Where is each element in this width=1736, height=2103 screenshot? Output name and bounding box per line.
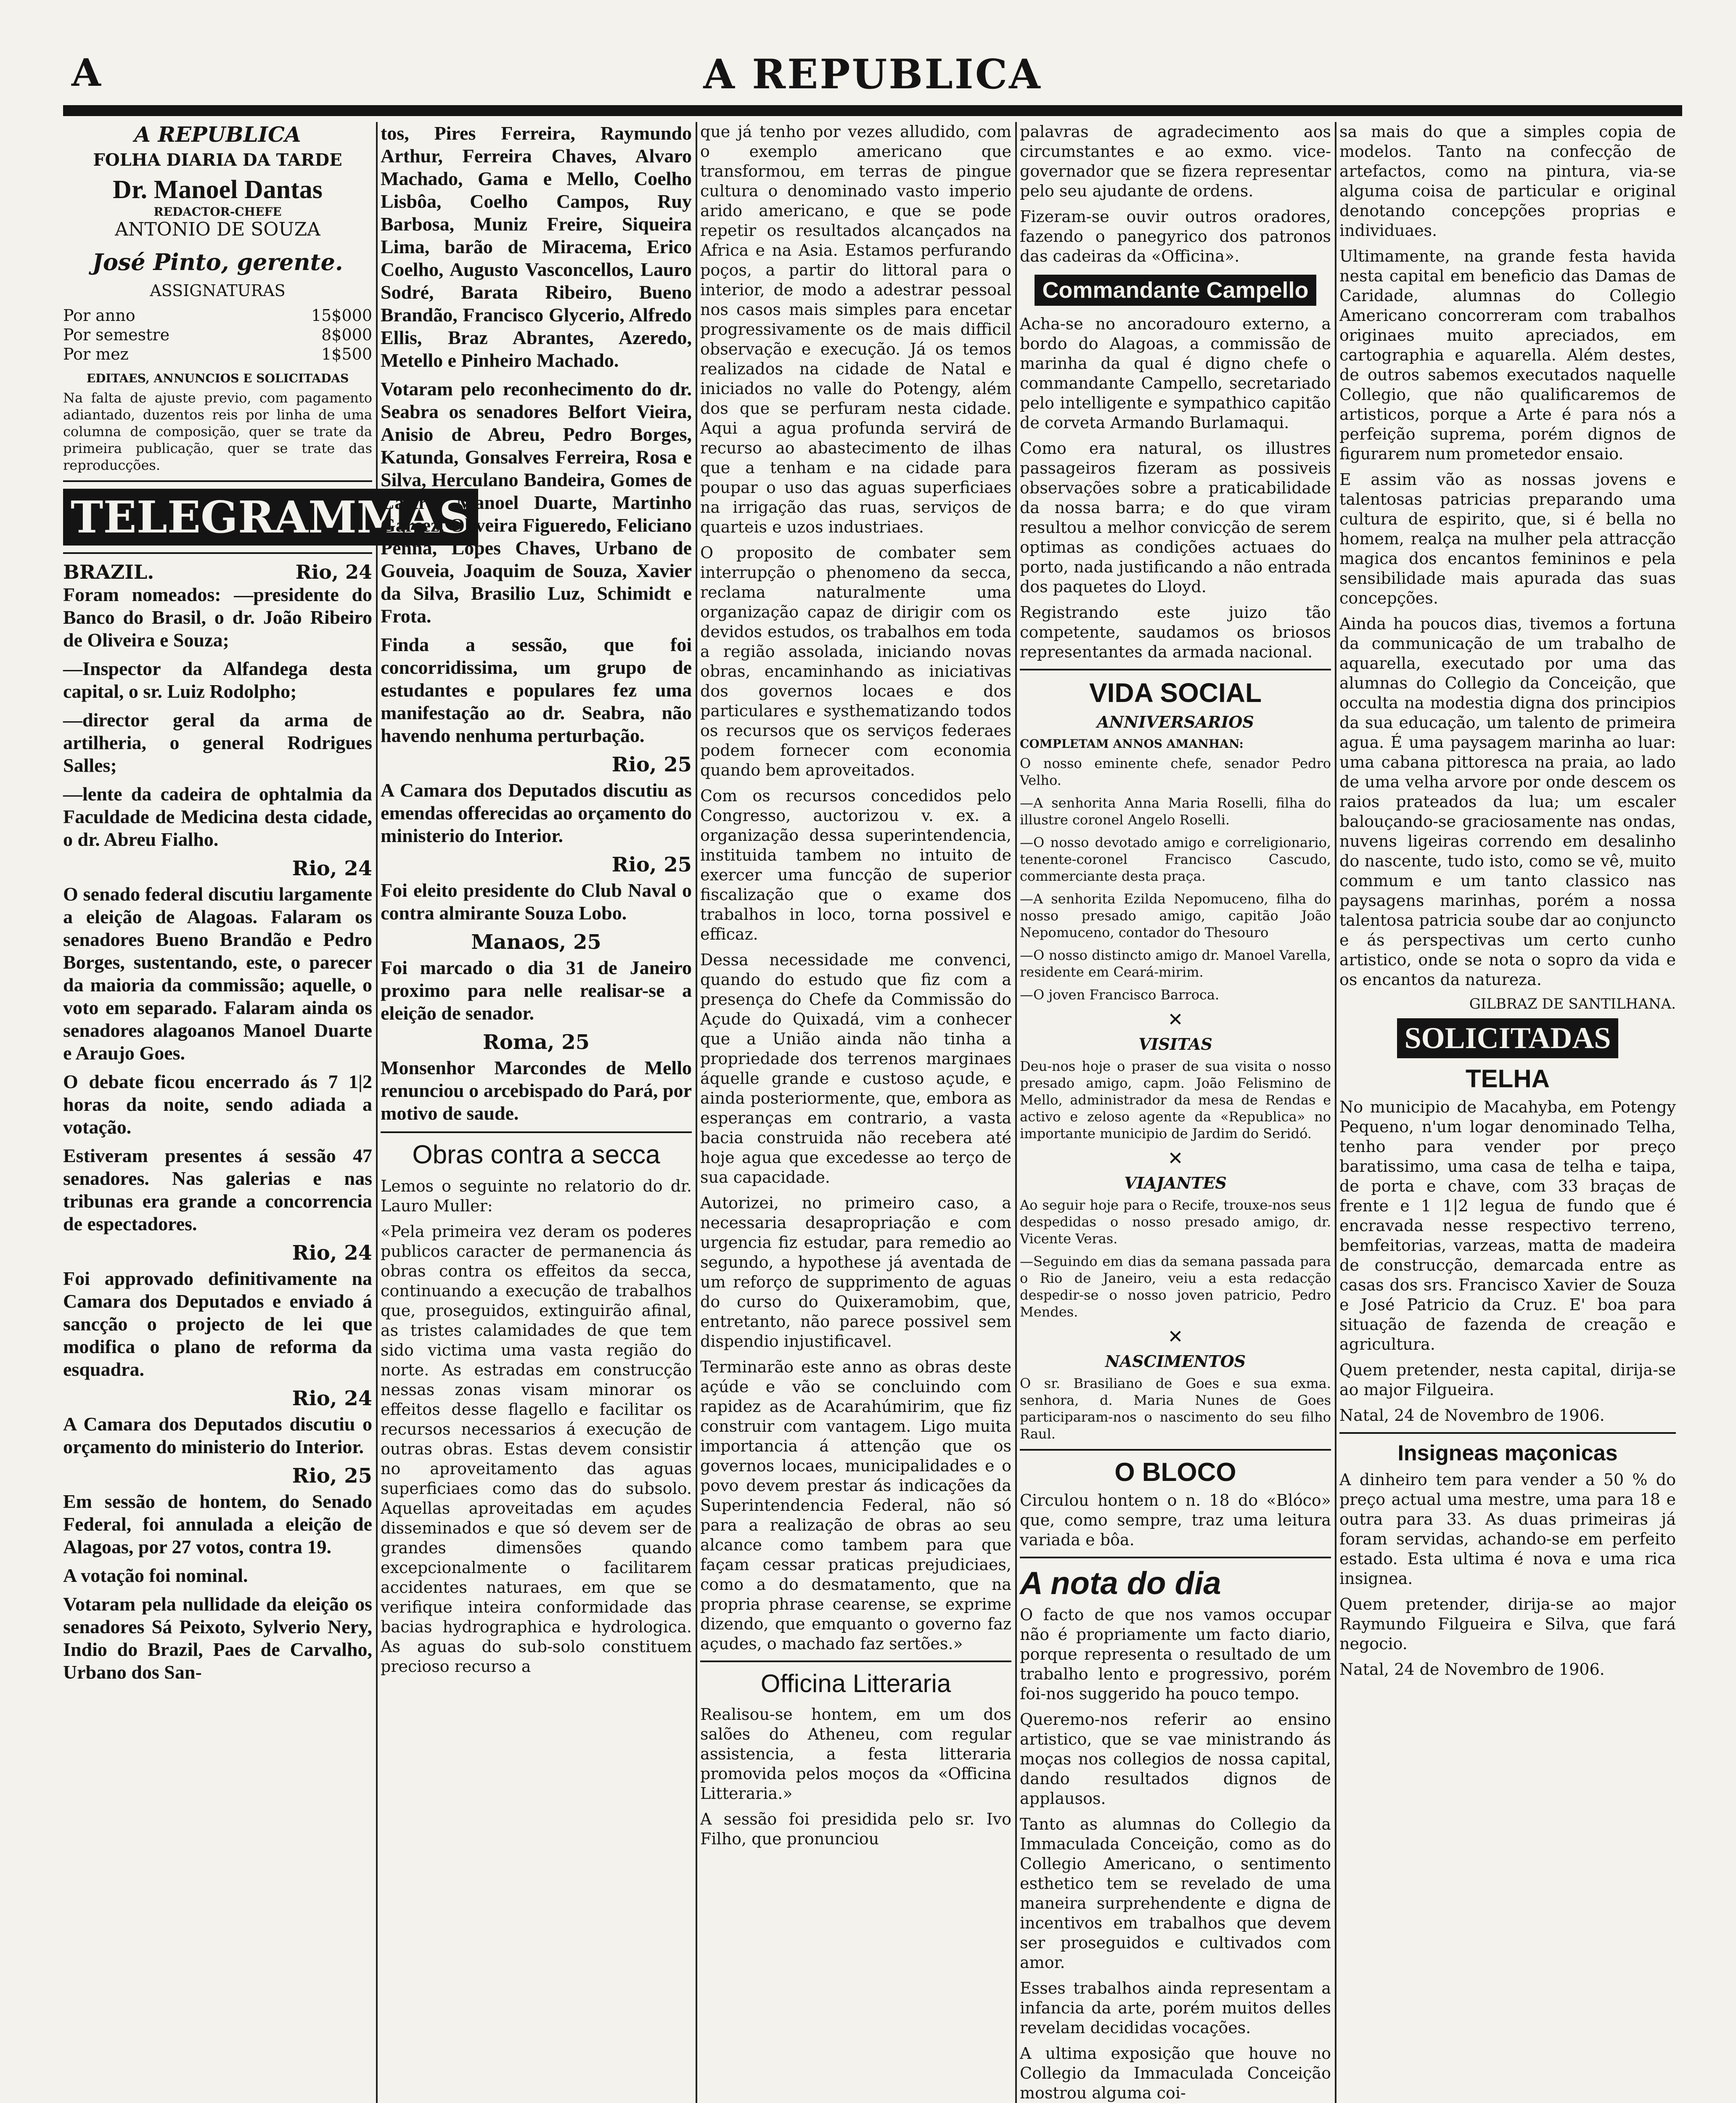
obras-title: Obras contra a secca [412,1140,660,1169]
officina-title: Officina Litteraria [760,1669,951,1698]
dateline: Rio, 25 [611,853,692,877]
separator-cross: ✕ [1167,1326,1183,1348]
telegram-text: Foram nomeados: —presidente do Banco do Brasil, o dr. João Ribeiro de Oliveira e Souza; [63,584,372,651]
telegram-text: Estiveram presentes á sessão 47 senadores. Nas galerias e nas tribunas era grande a concorrencia de espectadores. [63,1145,372,1234]
ad-text: Natal, 24 de Novembro de 1906. [1339,1406,1605,1425]
article-text: sa mais do que a simples copia de modelos. Tanto na confecção de artefactos, como na pintura, via-se alguma coisa de particular e original denotando concepções proprias e individuaes. [1339,122,1676,240]
separator-cross: ✕ [1167,1148,1183,1169]
telegram-text: Monsenhor Marcondes de Mello renunciou o arcebispado do Pará, por motivo de saude. [381,1057,692,1124]
price-row [63,344,372,364]
article-text: Realisou-se hontem, em um dos salões do Atheneu, com regular assistencia, a festa litteraria promovida pelos moços da «Officina Litteraria.» [700,1705,1011,1803]
ad-text: Quem pretender, dirija-se ao major Raymundo Filgueira e Silva, que fará negocio. [1339,1595,1676,1653]
divider [1020,1449,1331,1451]
newspaper-title: A REPUBLICA [703,50,1042,98]
telegram-text: —director geral da arma de artilheria, o general Rodrigues Salles; [63,709,372,776]
editor-name: ANTONIO DE SOUZA [115,219,320,240]
column-3 [700,122,1011,2103]
insigneas-title: Insigneas maçonicas [1397,1441,1618,1465]
price-value: 1$500 [321,345,372,363]
divider [63,552,372,554]
campello-title [1020,275,1331,306]
telegrams-title-text: TELEGRAMMAS [63,489,478,546]
social-text: —O nosso devotado amigo e correligionario, tenente-coronel Francisco Cascudo, commerciante desta praça. [1020,834,1331,884]
price-label: Por mez [63,345,129,363]
section-subtitle: VIAJANTES [1124,1173,1227,1192]
price-label: Por anno [63,306,135,325]
telegram-text: O senado federal discutiu largamente a eleição de Alagoas. Falaram os senadores Bueno Brandão e Pedro Borges, sustentando, este, o parecer da maioria da commissão; aquelle, o voto em separado. Falaram ainda os senadores alagoanos Manoel Duarte e Araujo Goes. [63,883,372,1064]
director-name: Dr. Manoel Dantas [113,175,323,204]
telegram-text: Votaram pelo reconhecimento do dr. Seabra os senadores Belfort Vieira, Anisio de Abreu, Pedro Borges, Katunda, Gonsalves Ferreira, Rosa e Silva, Herculano Bandeira, Gomes de Castro, Manoel Duarte, Martinho Garcez, Oliveira Figueredo, Feliciano Penna, Lopes Chaves, Urbano de Gouveia, Joaquim de Souza, Xavier da Silva, Brasilio Luz, Schimidt e Frota. [381,378,692,627]
dateline: Rio, 25 [611,753,692,776]
article-text: Acha-se no ancoradouro externo, a bordo do Alagoas, a commissão de marinha da qual é digno chefe o commandante Campello, secretariado pelo intelligente e sympathico capitão de corveta Armando Burlamaqui. [1020,315,1331,432]
divider [1339,1432,1676,1434]
article-text: A ultima exposição que houve no Collegio da Immaculada Conceição mostrou alguma coi- [1020,2044,1331,2102]
dateline: Roma, 25 [482,1030,590,1054]
telegram-text: Finda a sessão, que foi concorridissima, um grupo de estudantes e populares fez uma manifestação ao dr. Seabra, não havendo nenhuma perturbação. [381,634,692,746]
page-number: A [71,50,101,95]
section-subtitle: ANNIVERSARIOS [1097,712,1254,731]
paper-subtitle: FOLHA DIARIA DA TARDE [93,150,342,170]
campello-title-text: Commandante Campello [1035,275,1316,306]
column-1 [63,122,471,2103]
ad-text: A dinheiro tem para vender a 50 % do preço actual uma mestre, uma para 18 e outra para 33. As duas primeiras já foram servidas, achando-se em perfeito estado. Esta ultima é nova e uma rica insignea. [1339,1470,1676,1588]
ad-text: Quem pretender, nesta capital, dirija-se ao major Filgueira. [1339,1361,1676,1399]
price-value: 8$000 [321,326,372,344]
telegram-text: O debate ficou encerrado ás 7 1|2 horas da noite, sendo adiada a votação. [63,1071,372,1138]
telha-title: TELHA [1466,1065,1550,1093]
article-text: A sessão foi presidida pelo sr. Ivo Filho, que pronunciou [700,1810,1011,1848]
telegram-text: Foi marcado o dia 31 de Janeiro proximo para nelle realisar-se a eleição de senador. [381,957,692,1024]
ad-text: No municipio de Macahyba, em Potengy Pequeno, n'um logar denominado Telha, tenho para vender por preço baratissimo, uma casa de telha e taipa, de porta e chave, com 33 braças de frente e 1 1|2 legua de fundo que é encravada nesse respectivo terreno, bemfeitorias, varzeas, matta de madeira de construcção, demarcada entre as casas dos srs. Francisco Xavier de Souza e José Patricio da Cruz. E' boa para situação de fazenda de creação e agricultura. [1339,1098,1676,1353]
telegram-text: A votação foi nominal. [63,1565,248,1586]
price-row [63,325,372,344]
social-text: —O nosso distincto amigo dr. Manoel Varella, residente em Ceará-mirim. [1020,947,1331,980]
telegram-text: A Camara dos Deputados discutiu as emendas offerecidas ao orçamento do ministerio do Interior. [381,779,692,846]
dateline: Manaos, 25 [471,930,601,954]
social-text: —A senhorita Anna Maria Roselli, filha do illustre coronel Angelo Roselli. [1020,795,1331,828]
divider [63,480,372,482]
editais-title: EDITAES, ANNUNCIOS E SOLICITADAS [86,371,349,385]
separator-cross: ✕ [1167,1009,1183,1030]
column-divider [376,122,378,2103]
masthead-rule [63,105,1682,116]
article-text: Lemos o seguinte no relatorio do dr. Lauro Muller: [381,1177,692,1215]
divider [700,1661,1011,1662]
divider [1020,1557,1331,1558]
article-text: Ultimamente, na grande festa havida nesta capital em beneficio das Damas de Caridade, alumnas do Collegio Americano concorreram com trabalhos originaes muito apreciados, em cartographia e aquarella. Além destes, de outros sabemos executados naquelle Collegio, que não qualificaremos de artisticos, porque a Arte é para nós a perfeição suprema, porém dignos de figurarem num prometedor ensaio. [1339,247,1676,463]
article-text: que já tenho por vezes alludido, com o exemplo americano que transformou, em terras de pingue cultura o denominado vasto imperio arido americano, e que se pode repetir os resultados alcançados na Africa e na Asia. Estamos perfurando poços, a partir do littoral para o interior, de modo a adestrar pessoal nos casos mais simples para encetar progressivamente os de mais difficil observação e execução. Já os temos realizados na cidade de Natal e iniciados no valle do Potengy, além dos que se perfuram nesta cidade. Aqui a agua profunda servirá de recurso ao abastecimento de ilhas que a tenham e na cidade para poupar o uso das aguas superficiaes na irrigação das ruas, serviços de quarteis e uzos industriaes. [700,122,1011,536]
solicitadas-title-text: SOLICITADAS [1397,1018,1619,1058]
dateline: Rio, 24 [292,1241,372,1265]
article-text: Ainda ha poucos dias, tivemos a fortuna da communicação de um trabalho de aquarella, executado por uma das alumnas do Collegio da Conceição, que occulta na modestia digna dos principios da sua educação, um talento de primeira agua. É uma paysagem marinha ao luar: uma cabana pittoresca na praia, ao lado de uma velha arvore por onde descem os raios prateados da lua; um escaler balouçando-se graciosamente nas ondas, nuvens ligeiras correndo em desalinho do nascente, tudo isto, como se vê, muito commum e um tanto classico nas paysagens marinhas, porém a nossa talentosa patricia soube dar ao conjuncto e ás perspectivas um certo cunho artistico, onde se nota o sopro da vida e os encantos da natureza. [1339,614,1676,989]
article-text: Terminarão este anno as obras deste açúde e vão se concluindo com rapidez as de Acarahúmirim, que fiz construir com vantagem. Ligo muita importancia á attenção que os governos locaes, municipalidades e o povo devem prestar ás indicações da Superintendencia Federal, não só para a realização de obras ao seu alcance como tambem para que façam cessar praticas prejudiciaes, como a do desmatamento, que na propria phrase cearense, se exprime dizendo, que emquanto o governo faz açudes, o machado faz sertões.» [700,1358,1011,1653]
article-text: Tanto as alumnas do Collegio da Immaculada Conceição, como as do Collegio Americano, o sentimento esthetico tem se revelado de uma maneira surprehendente e digna de incentivos em trabalhos que devem ser proseguidos e cultivados com amor. [1020,1815,1331,1972]
social-text: —O joven Francisco Barroca. [1020,987,1220,1003]
telegram-text: —Inspector da Alfandega desta capital, o sr. Luiz Rodolpho; [63,658,372,702]
telegram-text: —lente da cadeira de ophtalmia da Faculdade de Medicina desta cidade, o dr. Abreu Fialho. [63,783,372,850]
column-4 [1020,122,1331,2103]
article-signature: GILBRAZ DE SANTILHANA. [1469,996,1676,1012]
paper-name: A REPUBLICA [134,122,301,147]
brazil-label: BRAZIL. [63,561,154,583]
price-row [63,306,372,325]
manager-name: José Pinto, gerente. [92,249,343,275]
article-text: Como era natural, os illustres passageiros fizeram as possiveis observações sobre a praticabilidade da nossa barra; e do que viram resultou a melhor convicção de serem optimas as condições actuaes do porto, nada justificando a não entrada dos paquetes do Lloyd. [1020,439,1331,596]
social-text: —Seguindo em dias da semana passada para o Rio de Janeiro, veiu a esta redacção despedir-se o nosso joven patricio, Pedro Mendes. [1020,1253,1331,1320]
telegram-text: A Camara dos Deputados discutiu o orçamento do ministerio do Interior. [63,1413,372,1457]
telegram-text: Votaram pela nullidade da eleição os senadores Sá Peixoto, Sylverio Nery, Indio do Brazil, Paes de Carvalho, Urbano dos San- [63,1593,372,1683]
price-value: 15$000 [311,306,372,325]
article-text: Autorizei, no primeiro caso, a necessaria desapropriação e com urgencia fiz estudar, para remedio ao segundo, a hypothese já aventada de um reforço de supprimento de aguas do curso do Quixeramobim, que, entretanto, não parece possivel sem dispendio injustificavel. [700,1194,1011,1351]
bloco-title: O BLOCO [1114,1458,1236,1487]
telegram-text: Foi eleito presidente do Club Naval o contra almirante Souza Lobo. [381,879,692,924]
social-text: —A senhorita Ezilda Nepomuceno, filha do nosso presado amigo, capitão João Nepomuceno, contador do Thesouro [1020,891,1331,940]
article-text: O proposito de combater sem interrupção o phenomeno da secca, reclama naturalmente uma organização capaz de dirigir com os devidos estudos, os trabalhos em toda a região assolada, iniciando novas obras, encaminhando as iniciativas dos governos locaes e dos particulares e systhematizando todos os recursos que os serviços federaes podem fornecer com economia quando bem aproveitados. [700,543,1011,779]
subscriptions-title: ASSIGNATURAS [150,281,286,300]
telegrams-title [63,489,471,546]
social-text: Deu-nos hoje o praser de sua visita o nosso presado amigo, capm. João Felismino de Mello, administrador da mesa de Rendas e activo e zeloso agente da «Republica» no importante municipio de Jardim do Seridó. [1020,1058,1331,1142]
social-text: O sr. Brasiliano de Goes e sua exma. senhora, d. Maria Nunes de Goes participaram-nos o nascimento do seu filho Raul. [1020,1375,1331,1442]
telegram-text: tos, Pires Ferreira, Raymundo Arthur, Ferreira Chaves, Alvaro Machado, Gama e Mello, Coelho Lisbôa, Coelho Campos, Ruy Barbosa, Muniz Freire, Siqueira Lima, barão de Miracema, Erico Coelho, Augusto Vasconcellos, Lauro Sodré, Barata Ribeiro, Bueno Brandão, Francisco Glycerio, Alfredo Ellis, Braz Abrantes, Azeredo, Metello e Pinheiro Machado. [381,122,692,371]
column-2 [381,122,692,2103]
column-5 [1339,122,1676,2103]
solicitadas-title [1339,1018,1676,1058]
article-text: Registrando este juizo tão competente, saudamos os briosos representantes da armada nacional. [1020,603,1331,661]
article-text: Dessa necessidade me convenci, quando do estudo que fiz com a presença do Chefe da Commissão do Açude do Quixadá, vim a conhecer que a União ainda não tinha a propriedade dos terrenos marginaes áquelle grande e custoso açude, e ainda posteriormente, que, embora as esperanças em contrario, a vasta bacia construida não recebera até hoje agua que excedesse ao terço de sua capacidade. [700,951,1011,1187]
dateline: Rio, 24 [292,1387,372,1410]
article-text: O facto de que nos vamos occupar não é propriamente um facto diario, porque representa o resultado de um trabalho lento e progressivo, porém foi-nos suggerido ha pouco tempo. [1020,1605,1331,1703]
article-text: Queremo-nos referir ao ensino artistico, que se vae ministrando ás moças nos collegios de nossa capital, dando resultados dignos de applausos. [1020,1710,1331,1808]
divider [1020,669,1331,670]
article-text: Esses trabalhos ainda representam a infancia da arte, porém muitos delles revelam decididas vocações. [1020,1979,1331,2037]
masthead [63,50,1682,101]
price-label: Por semestre [63,326,170,344]
article-text: Circulou hontem o n. 18 do «Blóco» que, como sempre, traz uma leitura variada e bôa. [1020,1491,1331,1549]
newspaper-page [63,50,1682,2103]
article-text: Fizeram-se ouvir outros oradores, fazendo o panegyrico dos patronos das cadeiras da «Officina». [1020,207,1331,265]
ad-text: Natal, 24 de Novembro de 1906. [1339,1660,1605,1679]
article-text: E assim vão as nossas jovens e talentosas patricias preparando uma cultura de espirito, que, si é bella no homem, realça na mulher pela attracção magica dos encantos femininos e pela sensibilidade mais apurada das suas concepções. [1339,470,1676,607]
column-divider [1015,122,1017,2103]
nota-title: A nota do dia [1020,1565,1221,1601]
editais-text: Na falta de ajuste previo, com pagamento adiantado, duzentos reis por linha de uma columna de composição, quer se trate da primeira publicação, quer se trate das reproducções. [63,390,372,473]
dateline: Rio, 24 [292,857,372,880]
telegram-text: Foi approvado definitivamente na Camara dos Deputados e enviado á sancção o projecto de lei que modifica o plano de reforma da esquadra. [63,1268,372,1380]
article-text: palavras de agradecimento aos circumstantes e ao exmo. vice-governador que se fizera representar pelo seu ajudante de ordens. [1020,122,1331,200]
price-list [63,306,372,364]
article-text: Com os recursos concedidos pelo Congresso, auctorizou v. ex. a organização dessa superintendencia, instituida tambem no intuito de exercer uma funcção de superior fiscalização que o exame dos trabalhos in loco, torna possivel e efficaz. [700,787,1011,943]
brazil-dateline [63,561,372,583]
vida-social-title: VIDA SOCIAL [1089,678,1262,708]
article-text: «Pela primeira vez deram os poderes publicos caracter de permanencia ás obras contra os effeitos da secca, continuando a execução de trabalhos que, proseguidos, extinguirão afinal, as tristes calamidades de que tem sido victima uma vasta região do norte. As estradas em construcção nessas zonas visam minorar os effeitos desse flagello e facilitar os recursos necessarios á execução de outras obras. Estas devem consistir no aproveitamento das aguas superficiaes como das do subsolo. Aquellas aproveitadas em açudes disseminados e que só devem ser de grandes dimensões quando excepcionalmente o facilitarem accidentes naturaes, em que se verifique inteira conformidade das bacias hydrographica e hydrologica. As aguas do sub-solo constituem precioso recurso a [381,1222,692,1676]
dateline: Rio, 25 [292,1464,372,1488]
editor-role: REDACTOR-CHEFE [153,205,282,219]
social-text: Ao seguir hoje para o Recife, trouxe-nos seus despedidas o nosso presado amigo, dr. Vicente Veras. [1020,1197,1331,1247]
section-subtitle: NASCIMENTOS [1105,1352,1246,1371]
divider [381,1131,692,1133]
social-text: O nosso eminente chefe, senador Pedro Velho. [1020,755,1331,788]
telegram-text: Em sessão de hontem, do Senado Federal, foi annulada a eleição de Alagoas, por 27 votos, contra 19. [63,1491,372,1557]
column-divider [696,122,697,2103]
section-subtitle: VISITAS [1138,1035,1212,1054]
aniv-intro: COMPLETAM ANNOS AMANHAN: [1020,737,1244,751]
column-divider [1335,122,1336,2103]
dateline: Rio, 24 [295,561,372,583]
